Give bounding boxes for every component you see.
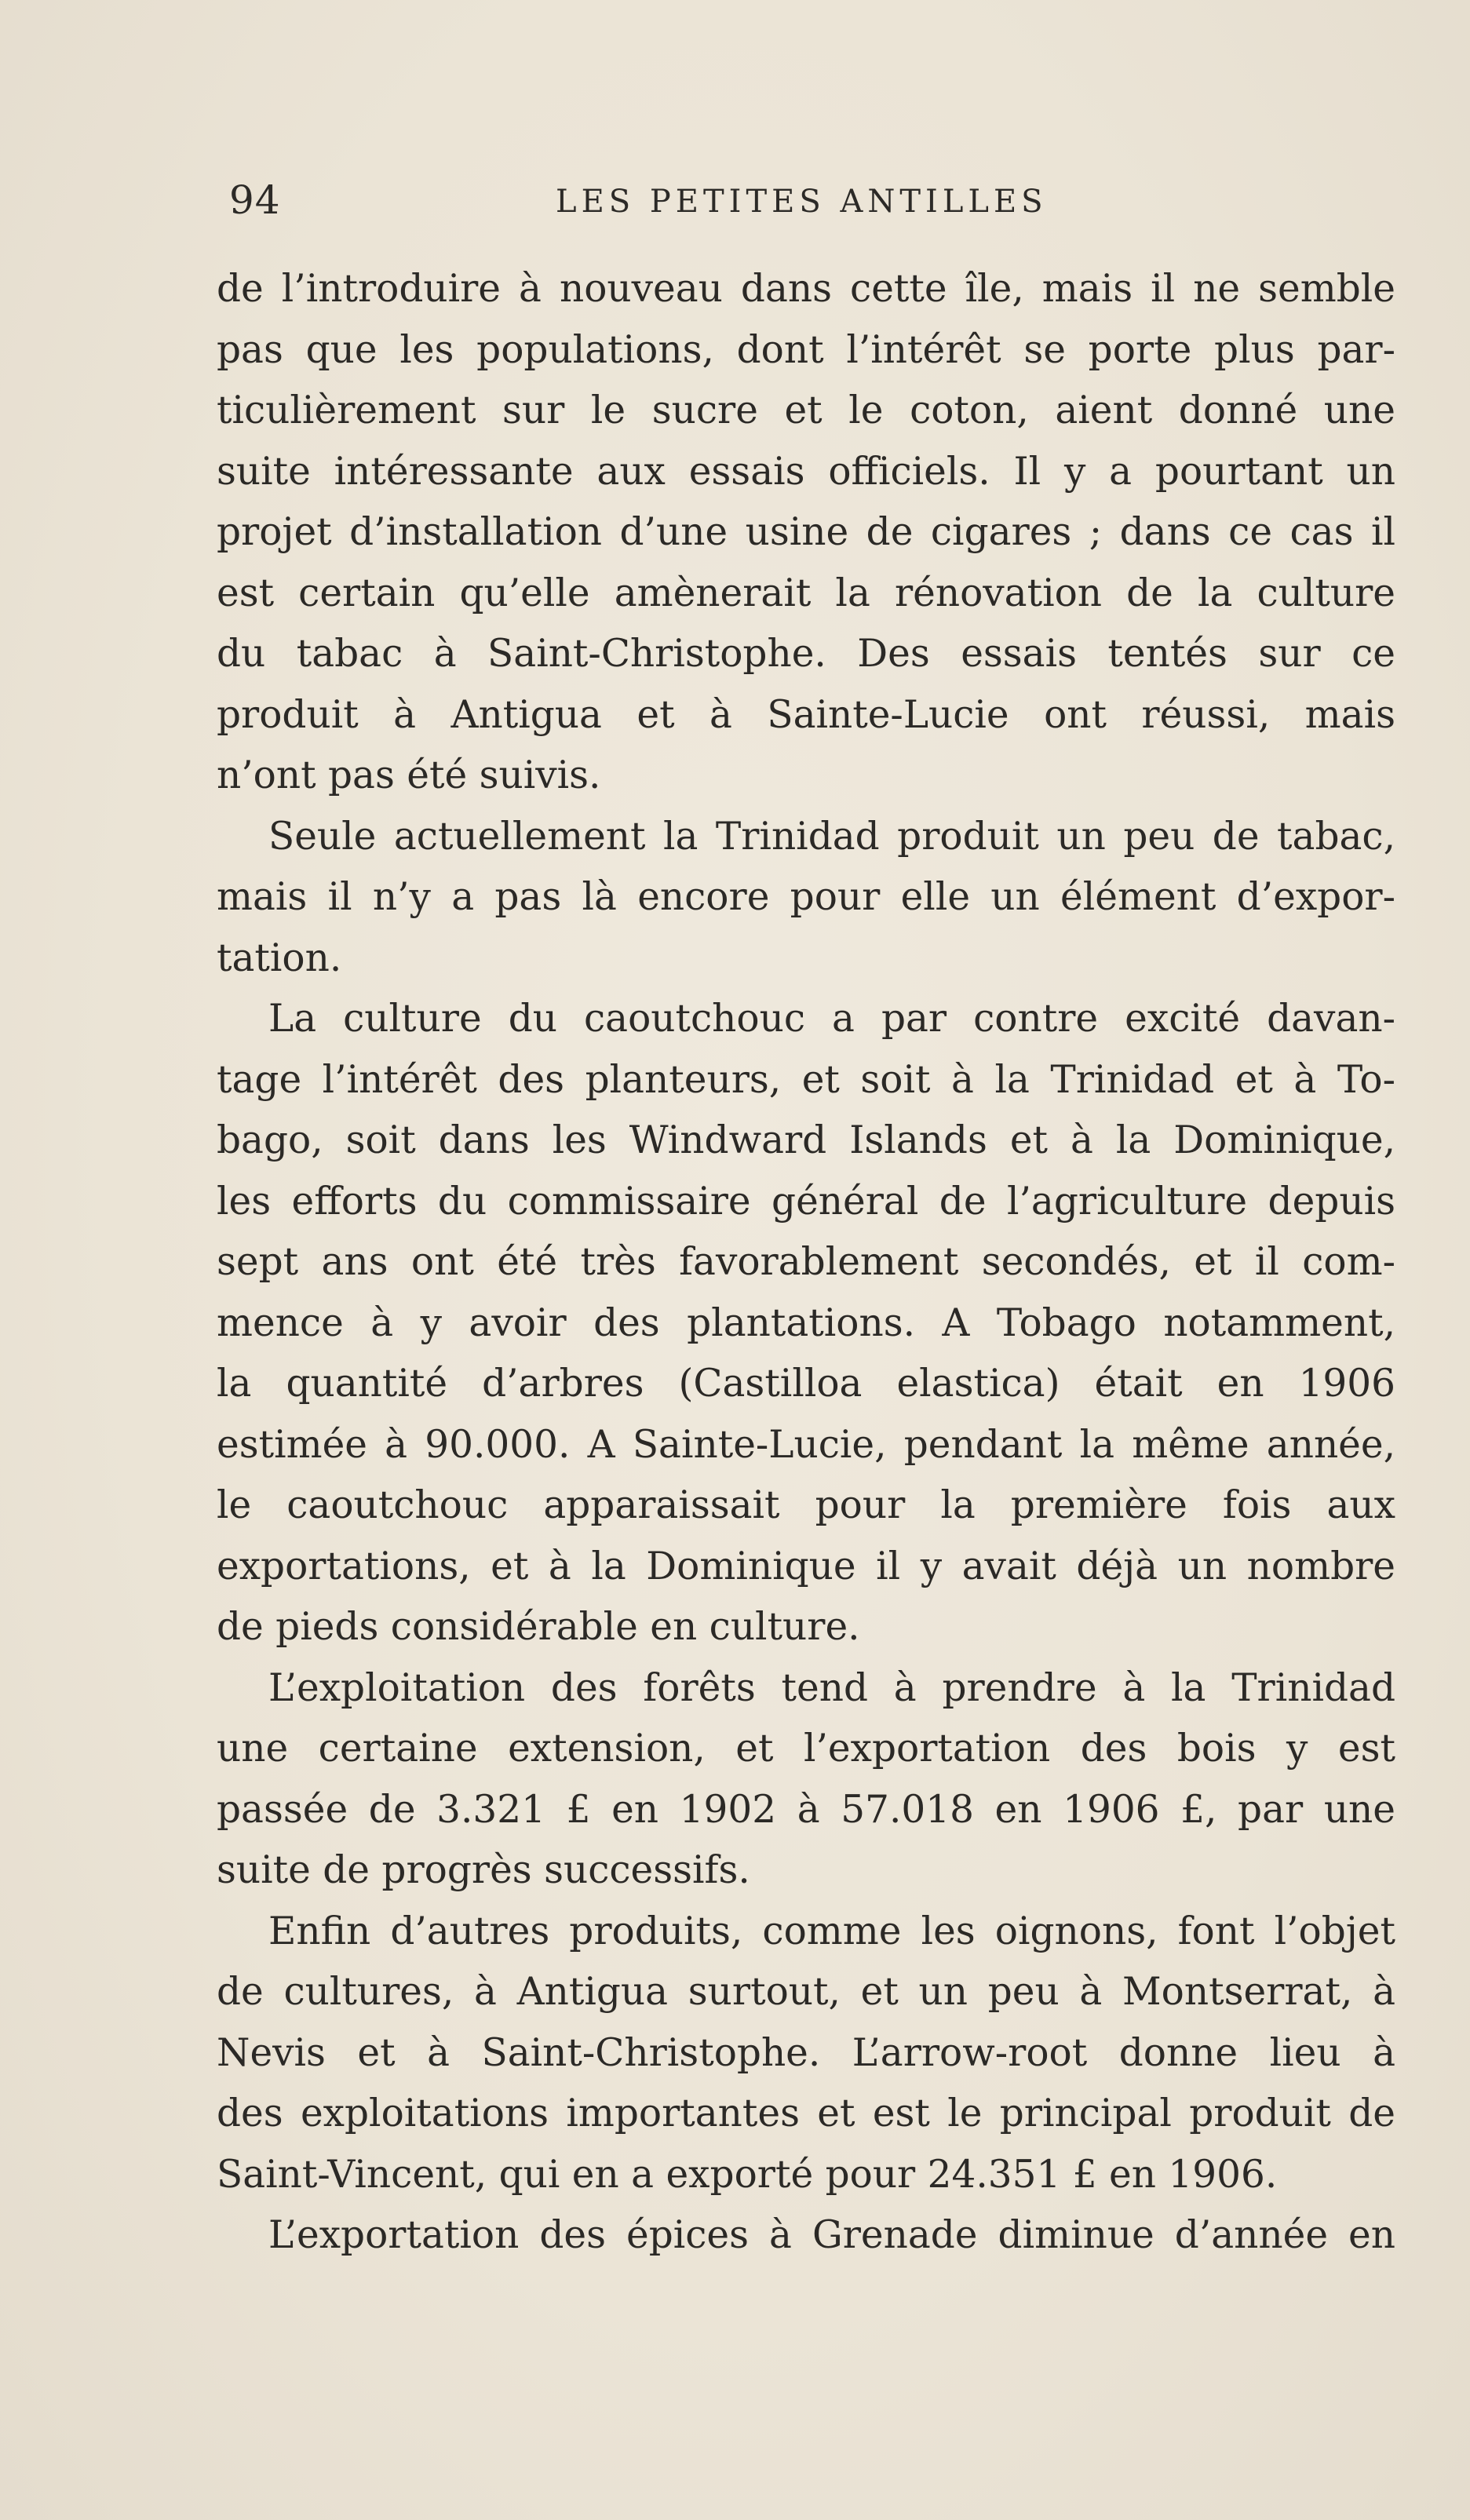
page-header (217, 177, 1394, 240)
text-line: sept ans ont été très favorablement secondés, et il com- (217, 1240, 1395, 1284)
text-line: passée de 3.321 £ en 1902 à 57.018 en 1906 £, par une (217, 1787, 1395, 1832)
text-line: produit à Antigua et à Sainte-Lucie ont réussi, mais (217, 692, 1395, 737)
running-title: LES PETITES ANTILLES (556, 184, 1048, 220)
text-line: tage l’intérêt des planteurs, et soit à la Trinidad et à To- (217, 1057, 1395, 1102)
text-line: La culture du caoutchouc a par contre excité davan- (268, 997, 1395, 1041)
text-line: de pieds considérable en culture. (217, 1605, 860, 1649)
text-line: les efforts du commissaire général de l’agriculture depuis (217, 1179, 1395, 1224)
text-line: suite de progrès successifs. (217, 1848, 750, 1892)
text-line: est certain qu’elle amènerait la rénovation de la culture (217, 571, 1395, 615)
text-line: Nevis et à Saint-Christophe. L’arrow-root donne lieu à (217, 2030, 1395, 2075)
text-line: des exploitations importantes et est le principal produit de (217, 2091, 1395, 2135)
text-line: L’exportation des épices à Grenade diminue d’année en (268, 2213, 1395, 2257)
text-line: Saint-Vincent, qui en a exporté pour 24.351 £ en 1906. (217, 2152, 1278, 2197)
text-line: mais il n’y a pas là encore pour elle un élément d’expor- (217, 875, 1395, 919)
text-line: de l’introduire à nouveau dans cette île, mais il ne semble (217, 267, 1395, 311)
text-line: le caoutchouc apparaissait pour la première fois aux (217, 1483, 1395, 1527)
text-line: n’ont pas été suivis. (217, 753, 601, 797)
text-line: L’exploitation des forêts tend à prendre à la Trinidad (268, 1665, 1395, 1710)
text-line: ticulièrement sur le sucre et le coton, aient donné une (217, 388, 1395, 432)
text-line: projet d’installation d’une usine de cigares ; dans ce cas il (217, 510, 1395, 554)
text-line: exportations, et à la Dominique il y avait déjà un nombre (217, 1544, 1395, 1588)
text-line: estimée à 90.000. A Sainte-Lucie, pendant la même année, (217, 1422, 1395, 1467)
text-line: la quantité d’arbres (Castilloa elastica) était en 1906 (217, 1362, 1395, 1406)
text-line: suite intéressante aux essais officiels. Il y a pourtant un (217, 449, 1395, 494)
text-line: tation. (217, 935, 342, 980)
text-line: mence à y avoir des plantations. A Tobago notamment, (217, 1300, 1395, 1345)
page-number: 94 (229, 177, 281, 223)
text-line: Seule actuellement la Trinidad produit un peu de tabac, (268, 814, 1395, 859)
text-line: bago, soit dans les Windward Islands et à la Dominique, (217, 1118, 1395, 1162)
body-text (217, 259, 1395, 2267)
text-line: Enfin d’autres produits, comme les oignons, font l’objet (268, 1909, 1395, 1953)
text-line: une certaine extension, et l’exportation des bois y est (217, 1727, 1395, 1771)
text-line: pas que les populations, dont l’intérêt se porte plus par- (217, 327, 1395, 372)
text-line: du tabac à Saint-Christophe. Des essais tentés sur ce (217, 632, 1395, 676)
text-line: de cultures, à Antigua surtout, et un peu à Montserrat, à (217, 1970, 1395, 2014)
